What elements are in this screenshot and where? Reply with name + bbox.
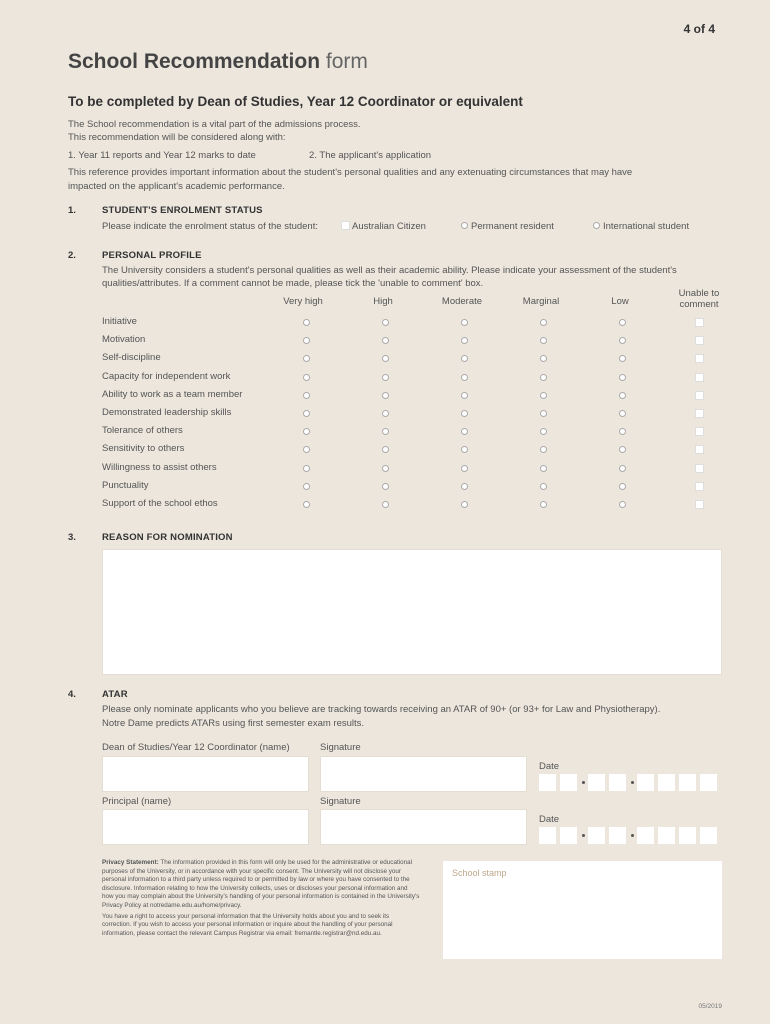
dean-signature-field[interactable] <box>320 756 527 792</box>
unable-to-comment-checkbox[interactable] <box>695 318 704 327</box>
rating-radio-3[interactable] <box>461 428 468 435</box>
unable-to-comment-checkbox[interactable] <box>695 373 704 382</box>
unable-to-comment-checkbox[interactable] <box>695 427 704 436</box>
rating-radio-2[interactable] <box>382 355 389 362</box>
unable-to-comment-checkbox[interactable] <box>695 354 704 363</box>
principal-date-field[interactable] <box>539 827 722 844</box>
section-1-title: STUDENT'S ENROLMENT STATUS <box>102 205 263 216</box>
profile-row-label: Motivation <box>102 334 146 346</box>
col-very-high: Very high <box>283 296 323 307</box>
rating-radio-5[interactable] <box>619 501 626 508</box>
rating-radio-1[interactable] <box>303 410 310 417</box>
rating-radio-5[interactable] <box>619 374 626 381</box>
unable-to-comment-checkbox[interactable] <box>695 445 704 454</box>
unable-to-comment-checkbox[interactable] <box>695 500 704 509</box>
rating-radio-4[interactable] <box>540 465 547 472</box>
rating-radio-5[interactable] <box>619 392 626 399</box>
rating-radio-1[interactable] <box>303 319 310 326</box>
profile-row-label: Ability to work as a team member <box>102 388 243 400</box>
international-student-radio[interactable] <box>593 222 600 229</box>
permanent-resident-radio[interactable] <box>461 222 468 229</box>
rating-radio-2[interactable] <box>382 465 389 472</box>
col-low: Low <box>611 296 629 307</box>
col-unable-line-1: Unable to <box>678 288 720 299</box>
date-digit-cell[interactable] <box>700 827 717 844</box>
privacy-paragraph-2: You have a right to access your personal information that the University holds about you and to seek its correction. If you wish to access your personal information or inquire about the handling of your personal information, please contact the relevant Campus Registrar via email: fremantle.registrar@nd.edu.au. <box>102 912 393 937</box>
title-bold: School Recommendation <box>68 50 321 73</box>
unable-to-comment-checkbox[interactable] <box>695 409 704 418</box>
privacy-paragraph-1: The information provided in this form will only be used for the administrative or educational purposes of the University, or in accordance with your specific consent. The University will not disclose your personal information to a third party unless required to or permitted by law or where you have consented to the disclosure. Information relating to how the University collects, uses or discloses your personal information and how you may complain about the University's handling of your personal information is contained in the University's Privacy Policy at notredame.edu.au/home/privacy. <box>102 859 420 909</box>
principal-signature-field[interactable] <box>320 809 527 845</box>
enrolment-prompt: Please indicate the enrolment status of the student: <box>102 221 318 232</box>
page-number: 4 of 4 <box>683 22 715 36</box>
principal-name-label: Principal (name) <box>102 796 172 807</box>
date-separator-dot <box>582 834 585 837</box>
rating-radio-1[interactable] <box>303 465 310 472</box>
rating-radio-2[interactable] <box>382 428 389 435</box>
rating-radio-2[interactable] <box>382 410 389 417</box>
rating-radio-4[interactable] <box>540 446 547 453</box>
rating-radio-3[interactable] <box>461 410 468 417</box>
rating-radio-3[interactable] <box>461 465 468 472</box>
date-digit-cell[interactable] <box>609 774 626 791</box>
rating-radio-4[interactable] <box>540 392 547 399</box>
unable-to-comment-checkbox[interactable] <box>695 391 704 400</box>
rating-radio-5[interactable] <box>619 319 626 326</box>
rating-radio-3[interactable] <box>461 483 468 490</box>
dean-date-label: Date <box>539 761 560 772</box>
rating-radio-4[interactable] <box>540 428 547 435</box>
rating-radio-2[interactable] <box>382 392 389 399</box>
rating-radio-4[interactable] <box>540 410 547 417</box>
rating-radio-1[interactable] <box>303 355 310 362</box>
rating-radio-3[interactable] <box>461 392 468 399</box>
intro-line-4: impacted on the applicant's academic performance. <box>68 181 285 192</box>
rating-radio-2[interactable] <box>382 446 389 453</box>
rating-radio-4[interactable] <box>540 355 547 362</box>
profile-row-label: Demonstrated leadership skills <box>102 407 232 418</box>
intro-item-1: 1. Year 11 reports and Year 12 marks to date <box>68 150 256 161</box>
school-stamp-label: School stamp <box>452 868 507 878</box>
permanent-resident-label: Permanent resident <box>471 221 554 232</box>
rating-radio-1[interactable] <box>303 446 310 453</box>
profile-row-label: Punctuality <box>102 479 149 491</box>
date-digit-cell[interactable] <box>588 774 605 791</box>
australian-citizen-label: Australian Citizen <box>352 221 426 232</box>
rating-radio-1[interactable] <box>303 501 310 508</box>
unable-to-comment-checkbox[interactable] <box>695 482 704 491</box>
page-subtitle: To be completed by Dean of Studies, Year 12 Coordinator or equivalent <box>68 94 523 109</box>
rating-radio-4[interactable] <box>540 501 547 508</box>
atar-text-2: Notre Dame predicts ATARs using first semester exam results. <box>102 718 365 729</box>
school-stamp-box[interactable] <box>443 861 722 959</box>
rating-radio-5[interactable] <box>619 428 626 435</box>
profile-text-1: The University considers a student's personal qualities as well as their academic ability. Please indicate your assessment of the student's <box>102 265 677 276</box>
date-digit-cell[interactable] <box>679 774 696 791</box>
profile-row-label: Tolerance of others <box>102 425 183 437</box>
rating-radio-1[interactable] <box>303 337 310 344</box>
col-marginal: Marginal <box>522 296 560 307</box>
rating-radio-3[interactable] <box>461 446 468 453</box>
rating-radio-4[interactable] <box>540 374 547 381</box>
rating-radio-2[interactable] <box>382 483 389 490</box>
date-separator-dot <box>582 781 585 784</box>
rating-radio-2[interactable] <box>382 501 389 508</box>
rating-radio-4[interactable] <box>540 337 547 344</box>
profile-row-label: Initiative <box>102 316 137 327</box>
rating-radio-5[interactable] <box>619 337 626 344</box>
section-2-number: 2. <box>68 250 76 261</box>
section-3-title: REASON FOR NOMINATION <box>102 532 233 543</box>
col-unable-to-comment <box>669 288 729 310</box>
international-student-label: International student <box>603 221 690 232</box>
dean-date-field[interactable] <box>539 774 722 791</box>
date-digit-cell[interactable] <box>637 774 654 791</box>
profile-text-2: qualities/attributes. If a comment cannot be made, please tick the 'unable to comment' box. <box>102 278 484 289</box>
intro-item-2: 2. The applicant's application <box>309 150 432 161</box>
principal-date-label: Date <box>539 814 560 825</box>
rating-radio-2[interactable] <box>382 319 389 326</box>
col-moderate: Moderate <box>441 296 483 307</box>
rating-radio-3[interactable] <box>461 337 468 344</box>
intro-line-3: This reference provides important information about the student's personal qualities and any extenuating circumstances that may have <box>68 167 633 178</box>
dean-signature-label: Signature <box>320 742 361 753</box>
rating-radio-2[interactable] <box>382 374 389 381</box>
date-digit-cell[interactable] <box>679 827 696 844</box>
date-digit-cell[interactable] <box>539 774 556 791</box>
profile-row-label: Support of the school ethos <box>102 498 218 509</box>
rating-radio-3[interactable] <box>461 319 468 326</box>
privacy-statement <box>102 859 420 938</box>
section-2-title: PERSONAL PROFILE <box>102 250 202 261</box>
date-digit-cell[interactable] <box>658 774 675 791</box>
atar-text-1: Please only nominate applicants who you believe are tracking towards receiving an ATAR of 90+ (or 93+ for Law and Physiotherapy). <box>102 704 661 715</box>
intro-line-1: The School recommendation is a vital part of the admissions process. <box>68 119 361 130</box>
date-digit-cell[interactable] <box>560 774 577 791</box>
unable-to-comment-checkbox[interactable] <box>695 336 704 345</box>
date-separator-dot <box>631 834 634 837</box>
rating-radio-3[interactable] <box>461 374 468 381</box>
section-1-number: 1. <box>68 205 76 216</box>
date-digit-cell[interactable] <box>560 827 577 844</box>
rating-radio-1[interactable] <box>303 483 310 490</box>
col-high: High <box>373 296 393 307</box>
section-4-number: 4. <box>68 689 76 700</box>
date-separator-dot <box>631 781 634 784</box>
date-digit-cell[interactable] <box>658 827 675 844</box>
principal-signature-label: Signature <box>320 796 361 807</box>
date-digit-cell[interactable] <box>700 774 717 791</box>
rating-radio-1[interactable] <box>303 428 310 435</box>
rating-radio-5[interactable] <box>619 410 626 417</box>
privacy-heading: Privacy Statement: <box>102 859 159 866</box>
rating-radio-5[interactable] <box>619 446 626 453</box>
rating-radio-1[interactable] <box>303 374 310 381</box>
profile-row-label: Self-discipline <box>102 352 161 364</box>
date-digit-cell[interactable] <box>539 827 556 844</box>
rating-radio-4[interactable] <box>540 319 547 326</box>
rating-radio-3[interactable] <box>461 355 468 362</box>
rating-radio-5[interactable] <box>619 483 626 490</box>
dean-name-field[interactable] <box>102 756 309 792</box>
section-4-title: ATAR <box>102 689 128 700</box>
rating-radio-5[interactable] <box>619 355 626 362</box>
page-title <box>68 50 368 74</box>
rating-radio-1[interactable] <box>303 392 310 399</box>
col-unable-line-2: comment <box>679 299 719 310</box>
dean-name-label: Dean of Studies/Year 12 Coordinator (name) <box>102 742 290 753</box>
intro-line-2: This recommendation will be considered along with: <box>68 132 286 143</box>
profile-row-label: Capacity for independent work <box>102 370 231 382</box>
section-3-number: 3. <box>68 532 76 543</box>
rating-radio-4[interactable] <box>540 483 547 490</box>
rating-radio-3[interactable] <box>461 501 468 508</box>
footer-code: 05/2019 <box>698 1003 722 1010</box>
rating-radio-2[interactable] <box>382 337 389 344</box>
australian-citizen-checkbox[interactable] <box>341 221 350 230</box>
rating-radio-5[interactable] <box>619 465 626 472</box>
unable-to-comment-checkbox[interactable] <box>695 464 704 473</box>
principal-name-field[interactable] <box>102 809 309 845</box>
reason-for-nomination-textarea[interactable] <box>102 549 722 675</box>
date-digit-cell[interactable] <box>588 827 605 844</box>
date-digit-cell[interactable] <box>637 827 654 844</box>
title-light: form <box>325 50 368 73</box>
date-digit-cell[interactable] <box>609 827 626 844</box>
profile-row-label: Willingness to assist others <box>102 461 217 473</box>
profile-row-label: Sensitivity to others <box>102 443 185 455</box>
